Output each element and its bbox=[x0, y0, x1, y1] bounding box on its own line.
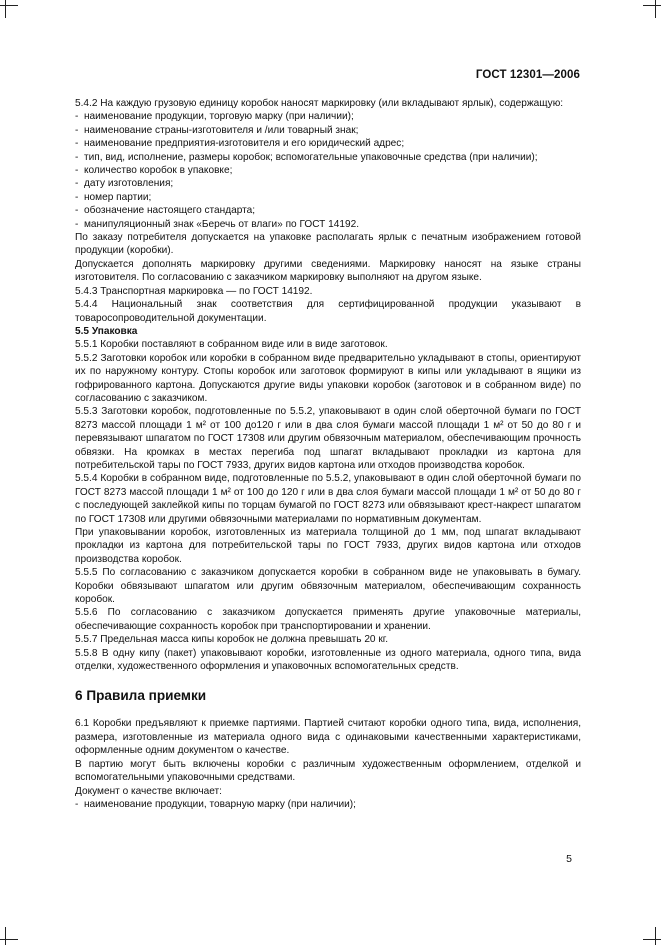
crop-mark-bottom-right bbox=[655, 927, 656, 945]
list-item: - наименование продукции, товарную марку (при наличии); bbox=[75, 798, 581, 811]
list-item: - наименование страны-изготовителя и /или товарный знак; bbox=[75, 124, 581, 137]
list-item: - обозначение настоящего стандарта; bbox=[75, 204, 581, 217]
subsection-title: 5.5 Упаковка bbox=[75, 325, 138, 337]
list-item: - наименование предприятия-изготовителя и его юридический адрес; bbox=[75, 137, 581, 150]
crop-mark-top-left-h bbox=[0, 5, 18, 6]
list-item: - количество коробок в упаковке; bbox=[75, 164, 581, 177]
list-item: - тип, вид, исполнение, размеры коробок; вспомогательные упаковочные средства (при наличии); bbox=[75, 151, 581, 164]
paragraph: По заказу потребителя допускается на упаковке располагать ярлык с печатным изображением готовой продукции (коробки). bbox=[75, 232, 581, 257]
paragraph: 5.5.3 Заготовки коробок, подготовленные по 5.5.2, упаковывают в один слой оберточной бумаги по ГОСТ 8273 массой площади 1 м² от 100 до120 г или в два слоя бумаги массой площади 1 м² от 50 до 80 г и перевязывают шпагатом по ГОСТ 17308 или другим обвязочным материалом, обеспечивающим прочность обвязки. На кромках в местах перегиба под шпагат вкладывают прокладки из картона для потребительской тары по ГОСТ 7933, других видов картона или отходов производства коробок. bbox=[75, 406, 581, 471]
section-heading: 6 Правила приемки bbox=[75, 688, 207, 704]
paragraph: 5.4.3 Транспортная маркировка — по ГОСТ 14192. bbox=[75, 285, 313, 297]
crop-mark-top-left bbox=[5, 0, 6, 18]
paragraph: 5.4.2 На каждую грузовую единицу коробок наносят маркировку (или вкладывают ярлык), содержащую: bbox=[75, 98, 564, 109]
paragraph: При упаковывании коробок, изготовленных из материала толщиной до 1 мм, под шпагат вкладывают прокладки из картона для потребительской тары по ГОСТ 7933, других видов картона или отходов производства коробок. bbox=[75, 527, 581, 565]
paragraph: Допускается дополнять маркировку другими сведениями. Маркировку наносят на языке страны изготовителя. По согласованию с заказчиком маркировку выполняют на другом языке. bbox=[75, 258, 581, 284]
page-number: 5 bbox=[566, 853, 572, 865]
paragraph: 5.5.8 В одну кипу (пакет) упаковывают коробки, изготовленные из одного материала, одного типа, вида отделки, художественного оформления и упаковочных вспомогательных средств. bbox=[75, 647, 581, 673]
paragraph: 5.5.1 Коробки поставляют в собранном виде или в виде заготовок. bbox=[75, 339, 388, 351]
document-body bbox=[75, 97, 581, 811]
crop-mark-top-right-h bbox=[643, 5, 661, 6]
paragraph: В партию могут быть включены коробки с различным художественным оформлением, отделкой и вспомогательными упаковочными средствами. bbox=[75, 758, 581, 784]
list-item: - номер партии; bbox=[75, 191, 581, 204]
list-item: - дату изготовления; bbox=[75, 177, 581, 190]
crop-mark-top-right bbox=[655, 0, 656, 18]
paragraph: Документ о качестве включает: bbox=[75, 785, 222, 797]
paragraph: 5.5.2 Заготовки коробок или коробки в собранном виде предварительно укладывают в стопы, ориентируют их по наружному контуру. Стопы коробок или заготовок формируют в кипы или укладывают в ящики из гофрированного картона. Допускаются другие виды упаковки коробок (заготовок и в собранном виде) по согласованию с заказчиком. bbox=[75, 352, 581, 404]
paragraph: 5.5.7 Предельная масса кипы коробок не должна превышать 20 кг. bbox=[75, 634, 389, 646]
paragraph: 5.4.4 Национальный знак соответствия для сертифицированной продукции указывают в товаросопроводительной документации. bbox=[75, 299, 581, 324]
crop-mark-bottom-left-h bbox=[0, 939, 18, 940]
crop-mark-bottom-left bbox=[5, 927, 6, 945]
crop-mark-bottom-right-h bbox=[643, 939, 661, 940]
paragraph: 5.5.4 Коробки в собранном виде, подготовленные по 5.5.2, упаковывают в один слой оберточной бумаги по ГОСТ 8273 массой площади 1 м² от 100 до 120 г или в два слоя бумаги массой площади 1 м² от 50 до 80 г с последующей заклейкой кипы по торцам бумагой по ГОСТ 8273 или обвязывают крест-накрест шпагатом по ГОСТ 17308 или другими обвязочными материалами по нормативным документам. bbox=[75, 473, 581, 525]
paragraph: 5.5.6 По согласованию с заказчиком допускается применять другие упаковочные материалы, обеспечивающие сохранность коробок при транспортировании и хранении. bbox=[75, 607, 581, 632]
document-header: ГОСТ 12301—2006 bbox=[475, 69, 580, 81]
paragraph: 6.1 Коробки предъявляют к приемке партиями. Партией считают коробки одного типа, вида, исполнения, размера, изготовленные из материала одного вида с одинаковыми качественными характеристиками, оформленные одним документом о качестве. bbox=[75, 718, 581, 757]
paragraph: 5.5.5 По согласованию с заказчиком допускается коробки в собранном виде не упаковывать в бумагу. Коробки обвязывают шпагатом или другим обвязочным материалом, обеспечивающим сохранность коробок. bbox=[75, 567, 581, 606]
list-item: - наименование продукции, торговую марку (при наличии); bbox=[75, 110, 581, 123]
list-item: - манипуляционный знак «Беречь от влаги» по ГОСТ 14192. bbox=[75, 218, 581, 231]
